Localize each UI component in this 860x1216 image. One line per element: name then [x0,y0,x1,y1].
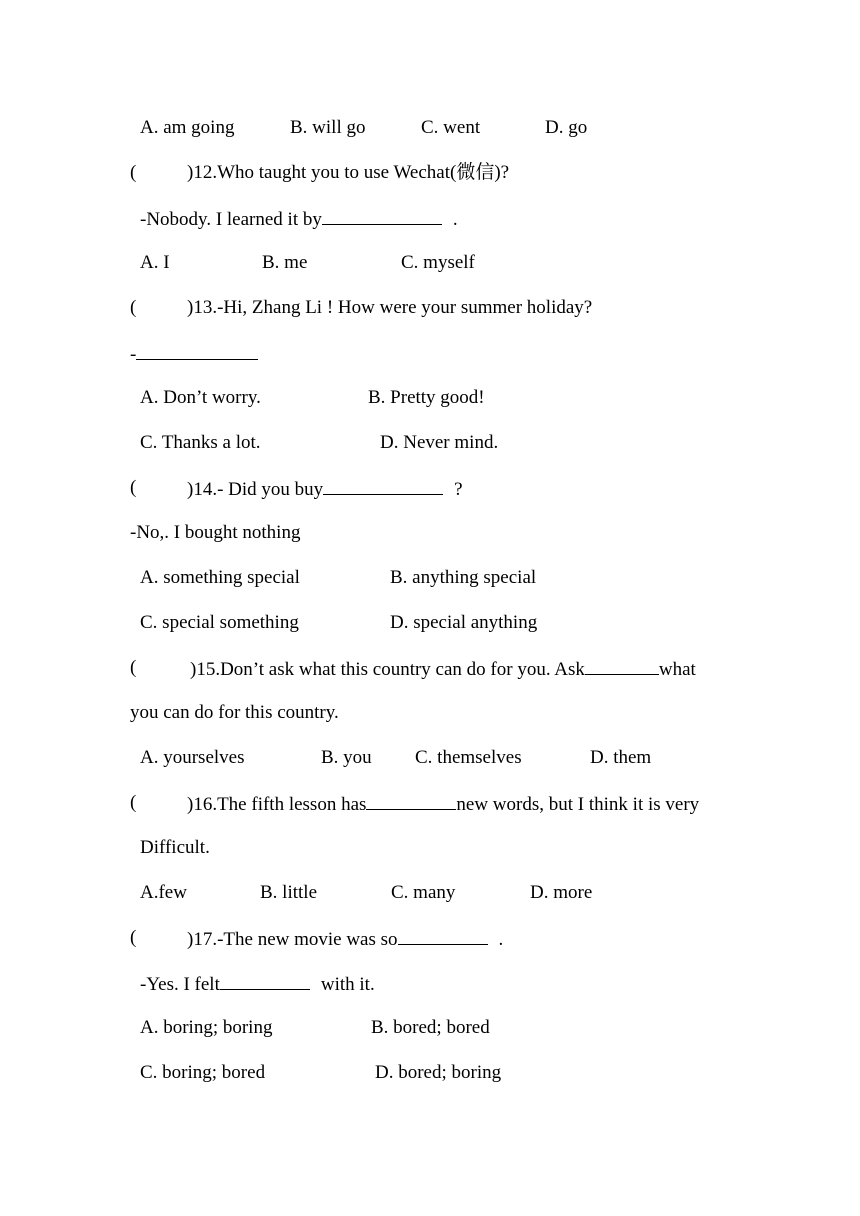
question-text: new words, but I think it is very [456,794,700,815]
question-text: what [658,659,696,680]
question-stem [190,656,696,682]
fill-in-blank [398,926,488,945]
option-b: B. you [321,747,372,768]
option-b: B. Pretty good! [368,387,485,408]
option-c: C. went [421,117,481,138]
answer-paren: ( [130,477,137,498]
option-c: C. myself [401,252,475,273]
question-text: ? [454,479,463,500]
option-b: B. will go [290,117,366,138]
answer-line [140,206,458,232]
fill-in-blank [366,791,456,810]
question-stem [187,926,503,952]
option-a: A. boring; boring [140,1017,273,1038]
option-b: B. anything special [390,567,537,588]
fill-in-blank [322,206,442,225]
answer-text: -Yes. I felt [140,974,220,995]
option-a: A.few [140,882,187,903]
option-c: C. themselves [415,747,522,768]
answer-paren: ( [130,162,137,183]
option-a: A. yourselves [140,747,245,768]
option-a: A. Don’t worry. [140,387,261,408]
option-d: D. more [530,882,593,903]
answer-paren: ( [130,297,137,318]
option-d: D. special anything [390,612,538,633]
answer-line [140,971,375,997]
option-c: C. special something [140,612,299,633]
fill-in-blank [220,971,310,990]
answer-paren: ( [130,927,137,948]
answer-paren: ( [130,657,137,678]
option-a: A. am going [140,117,235,138]
answer-text: with it. [320,974,375,995]
answer-text: -Nobody. I learned it by [140,209,322,230]
fill-in-blank [585,656,659,675]
option-c: C. boring; bored [140,1062,266,1083]
option-b: B. bored; bored [371,1017,490,1038]
question-stem: )13.-Hi, Zhang Li ! How were your summer holiday? [187,297,593,318]
question-text: . [498,929,504,950]
fill-in-blank [136,341,258,360]
option-b: B. me [262,252,308,273]
question-text: )16.The fifth lesson has [187,794,367,815]
question-text: )17.-The new movie was so [187,929,398,950]
answer-text: - [130,344,137,365]
question-stem [187,476,463,502]
option-d: D. bored; boring [375,1062,502,1083]
option-c: C. Thanks a lot. [140,432,261,453]
option-c: C. many [391,882,456,903]
answer-line: -No,. I bought nothing [130,522,301,543]
answer-text: . [452,209,458,230]
question-text: )14.- Did you buy [187,479,324,500]
option-a: A. something special [140,567,300,588]
answer-paren: ( [130,792,137,813]
option-d: D. Never mind. [380,432,499,453]
question-stem [187,791,699,817]
option-b: B. little [260,882,317,903]
option-d: D. them [590,747,652,768]
option-a: A. I [140,252,170,273]
answer-line [130,341,258,367]
question-text: )15.Don’t ask what this country can do for you. Ask [190,659,585,680]
question-continuation: Difficult. [140,837,210,858]
question-stem: )12.Who taught you to use Wechat(微信)? [187,162,510,183]
option-d: D. go [545,117,588,138]
question-continuation: you can do for this country. [130,702,339,723]
fill-in-blank [323,476,443,495]
